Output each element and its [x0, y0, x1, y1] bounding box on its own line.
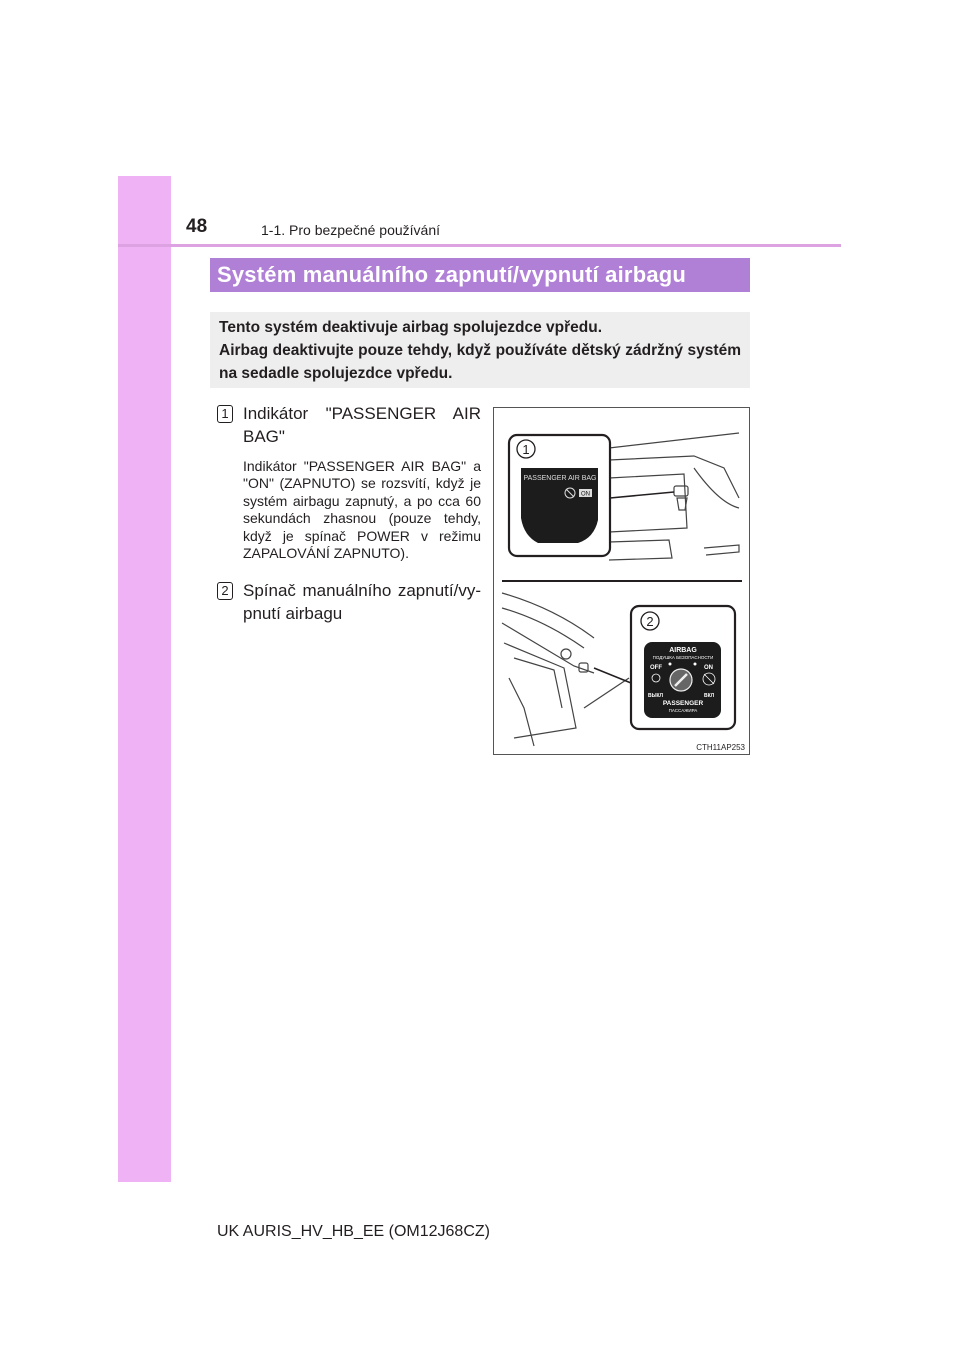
figure-code: CTH11AP253: [696, 743, 745, 752]
item-number-badge: 1: [217, 405, 233, 423]
switch-on-label: ON: [704, 665, 713, 671]
callout-2-number: 2: [646, 614, 654, 629]
footer-code: UK AURIS_HV_HB_EE (OM12J68CZ): [217, 1223, 490, 1240]
airbag-illustration: [493, 407, 750, 755]
list-item-2: [217, 579, 481, 625]
page-heading: Systém manuálního zapnutí/vypnutí airbagu: [210, 258, 750, 292]
section-title: 1-1. Pro bezpečné používání: [261, 222, 441, 238]
intro-line-2: Airbag deaktivujte pouze tehdy, když používáte dětský zádržný systém na sedadle spolujezdce vpředu.: [219, 342, 741, 382]
page-number: 48: [186, 216, 208, 237]
glovebox-sketch: [502, 593, 629, 746]
indicator-on-text: ON: [581, 491, 590, 498]
item-number-badge: 2: [217, 582, 233, 600]
list-item-1: [217, 402, 481, 562]
switch-title: AIRBAG: [669, 647, 697, 654]
switch-on-ru: ВКЛ: [704, 693, 715, 699]
header-rule: [118, 244, 841, 247]
item-title: Indikátor "PASSENGER AIR BAG": [243, 404, 481, 446]
switch-passenger-ru: ПАССАЖИРА: [668, 708, 698, 713]
callout-1-number: 1: [522, 442, 530, 457]
item-title: Spínač manuálního zapnutí/vy-pnutí airbagu: [243, 581, 481, 623]
side-tab-band: [118, 176, 171, 1182]
switch-passenger: PASSENGER: [662, 700, 704, 707]
airbag-illustration-drawing: [494, 408, 749, 754]
intro-line-1: Tento systém deaktivuje airbag spolujezdce vpředu.: [219, 319, 603, 336]
switch-title-ru: ПОДУШКА БЕЗОПАСНОСТИ: [652, 655, 714, 660]
switch-off-label: OFF: [650, 665, 662, 671]
switch-off-ru: ВЫКЛ: [648, 693, 664, 699]
item-description: Indikátor "PASSENGER AIR BAG" a "ON" (ZAPNUTO) se rozsvítí, když je systém airbagu zapnutý, a po cca 60 sekundách zhasnou (pouze tehdy, když je spínač POWER v režimu ZAPALOVÁNÍ ZAPNUTO).: [243, 458, 481, 562]
indicator-label: PASSENGER AIR BAG: [523, 475, 597, 482]
intro-box: [210, 312, 750, 388]
